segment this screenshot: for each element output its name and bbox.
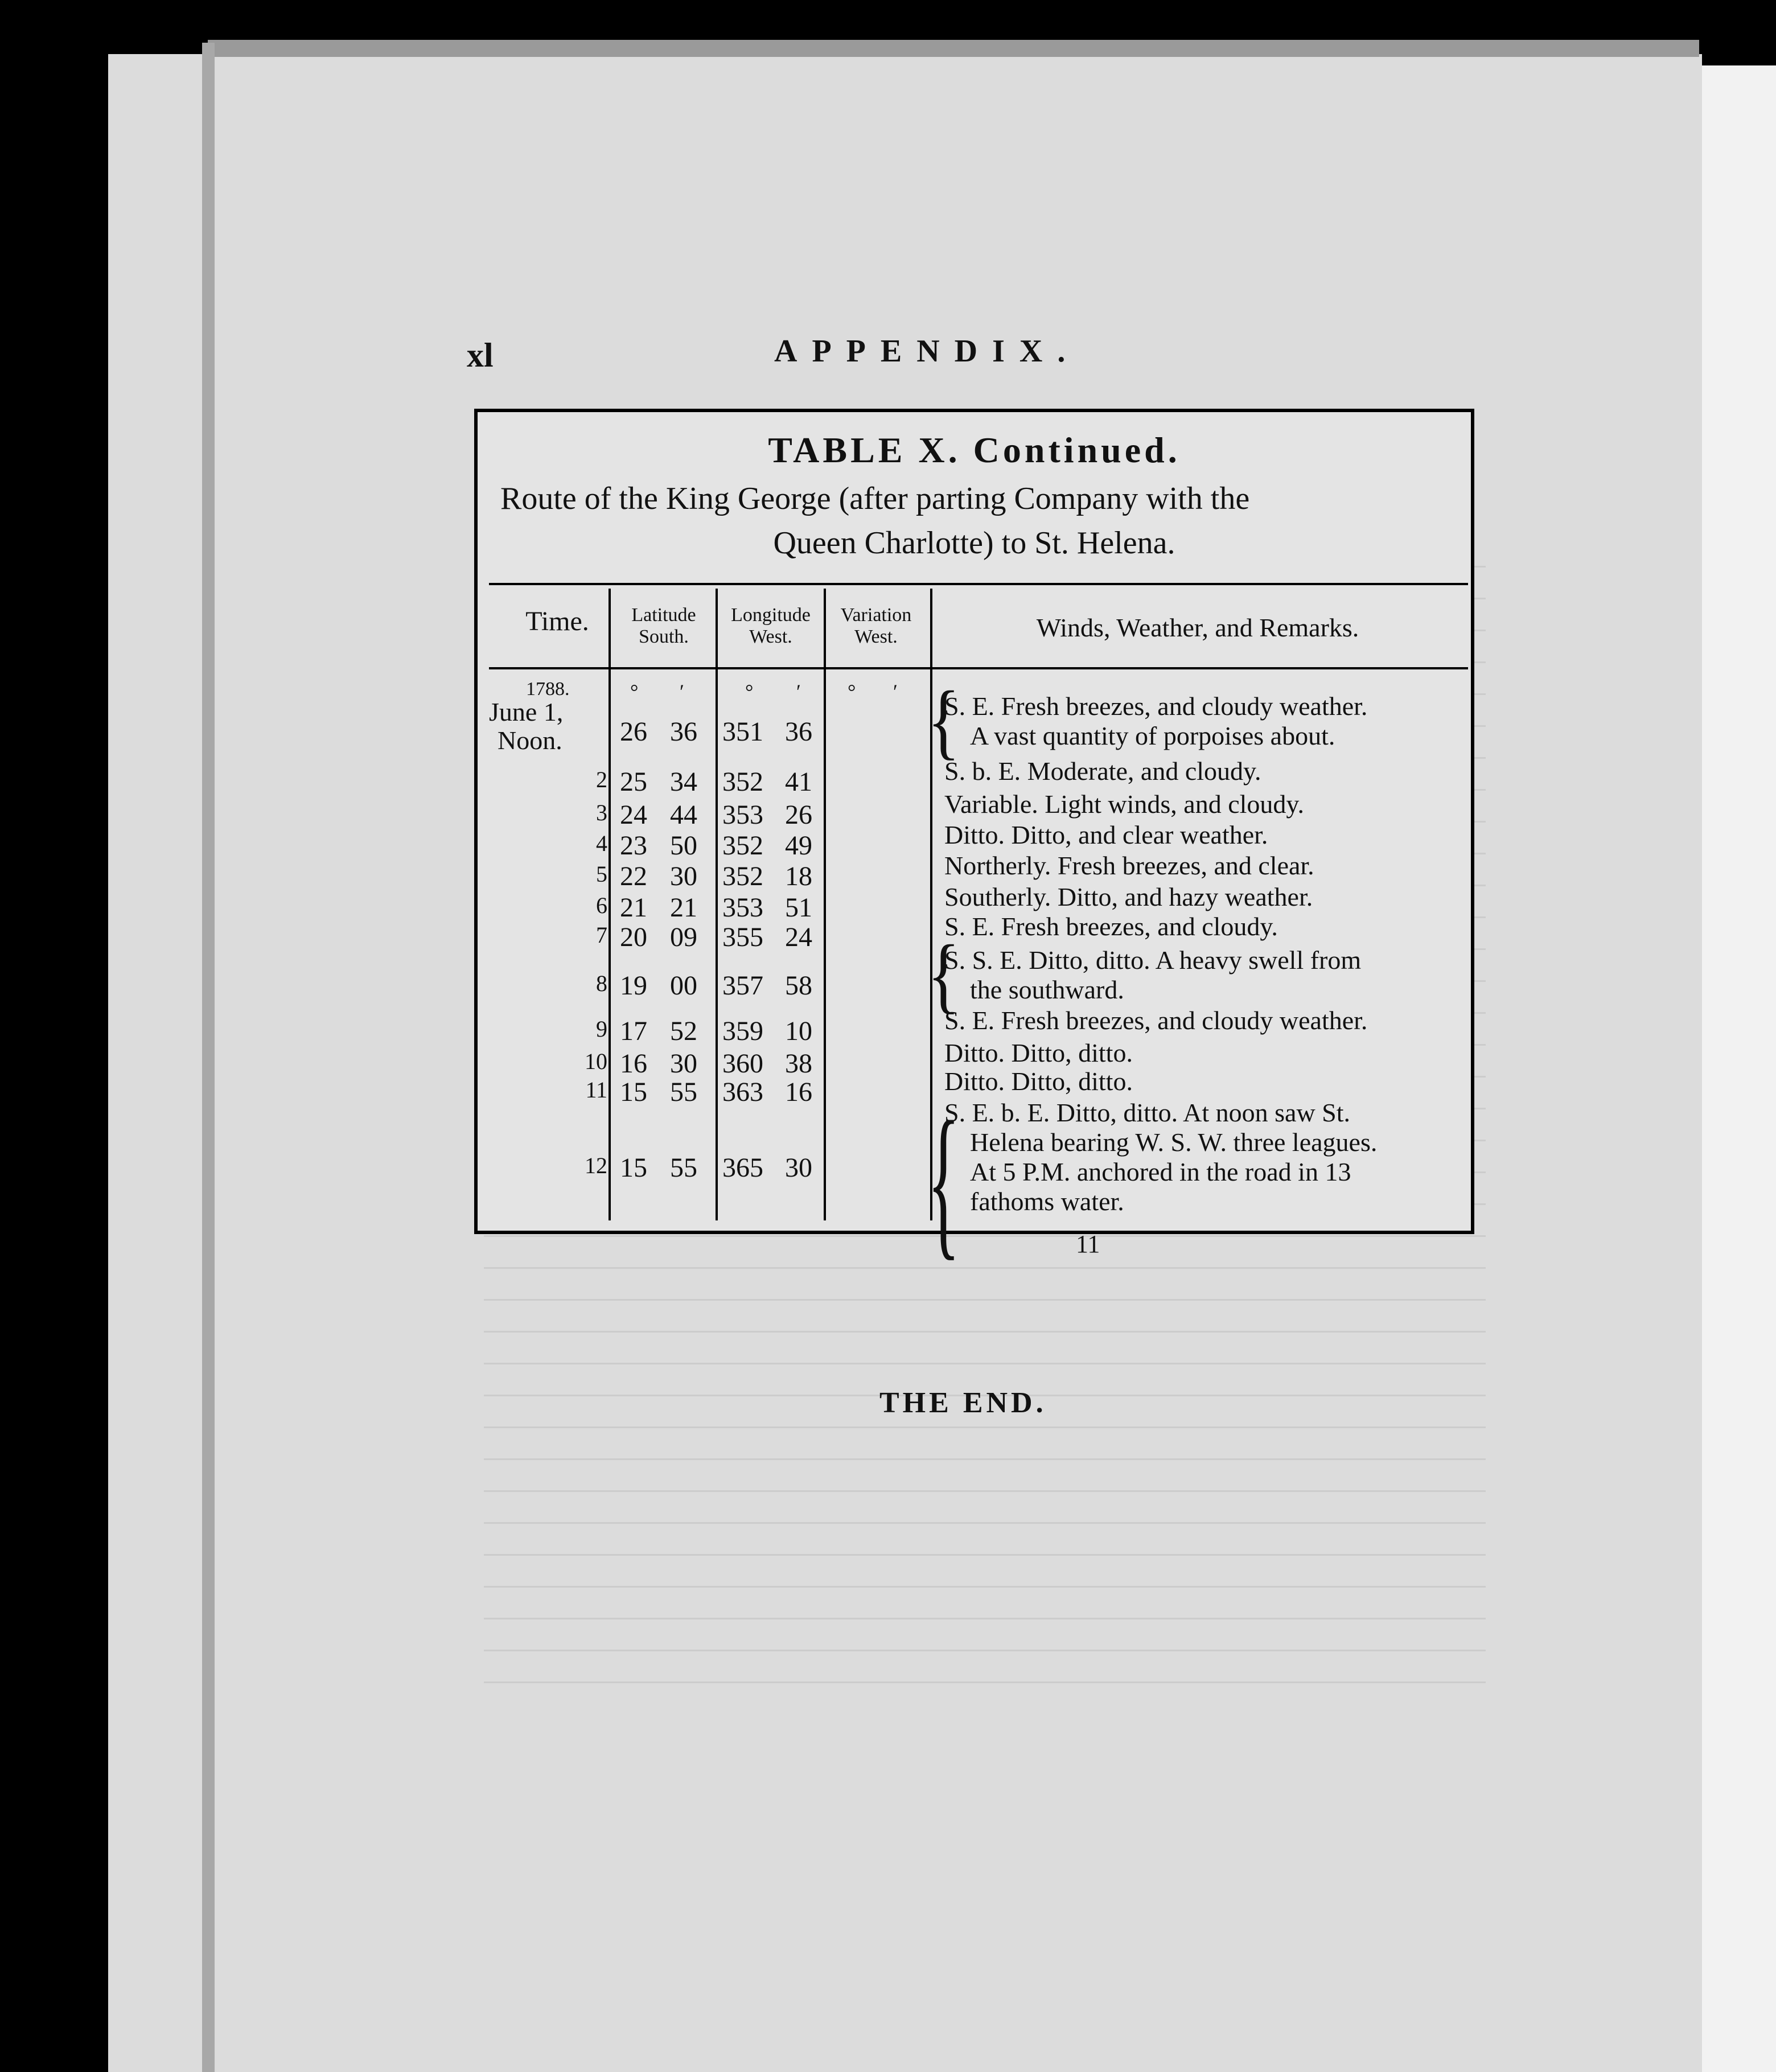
- latitude-degrees: 17: [620, 1016, 647, 1046]
- latitude-minutes: 55: [670, 1153, 697, 1183]
- remark-line: Ditto. Ditto, and clear weather.: [944, 820, 1268, 849]
- table-subtitle-line2: Queen Charlotte) to St. Helena.: [773, 525, 1175, 561]
- remark-line: Ditto. Ditto, ditto.: [944, 1067, 1133, 1096]
- minute-mark: ′: [893, 680, 898, 703]
- longitude-degrees: 363: [722, 1077, 763, 1107]
- longitude-minutes: 24: [785, 922, 812, 952]
- page-gutter: [202, 43, 215, 2072]
- table-body: [478, 412, 1471, 1275]
- remark-line: S. E. Fresh breezes, and cloudy weather.: [944, 692, 1368, 721]
- signature-mark: 11: [1076, 1230, 1100, 1258]
- longitude-degrees: 352: [722, 767, 763, 797]
- longitude-degrees: 351: [722, 717, 763, 747]
- latitude-minutes: 30: [670, 1049, 697, 1079]
- latitude-minutes: 50: [670, 831, 697, 861]
- longitude-degrees: 365: [722, 1153, 763, 1183]
- variation-header-line1: Variation: [840, 605, 912, 626]
- remark-line: S. S. E. Ditto, ditto. A heavy swell from: [944, 945, 1362, 975]
- route-table: [474, 409, 1474, 1275]
- row-time: 7: [596, 922, 607, 948]
- latitude-degrees: 19: [620, 971, 647, 1001]
- closing-text: THE END.: [879, 1387, 1047, 1419]
- remark-brace: {: [927, 673, 960, 768]
- longitude-degrees: 352: [722, 831, 763, 861]
- latitude-degrees: 21: [620, 893, 647, 923]
- latitude-header-line2: South.: [639, 626, 689, 647]
- remark-line: Southerly. Ditto, and hazy weather.: [944, 882, 1313, 911]
- page-top-edge: [208, 40, 1699, 57]
- row-time: Noon.: [498, 726, 562, 755]
- remark-line: At 5 P.M. anchored in the road in 13: [970, 1157, 1351, 1186]
- column-header-remarks: Winds, Weather, and Remarks.: [1036, 613, 1359, 642]
- remark-line: Helena bearing W. S. W. three leagues.: [970, 1128, 1378, 1157]
- latitude-degrees: 15: [620, 1153, 647, 1183]
- latitude-minutes: 36: [670, 717, 697, 747]
- remark-line: S. E. b. E. Ditto, ditto. At noon saw St.: [944, 1098, 1351, 1127]
- year-label: 1788.: [526, 679, 570, 700]
- degree-mark: °: [630, 680, 639, 703]
- longitude-degrees: 352: [722, 861, 763, 891]
- remark-brace: {: [927, 1086, 960, 1275]
- minute-mark: ′: [796, 680, 801, 703]
- running-head: APPENDIX.: [774, 334, 1080, 369]
- longitude-degrees: 359: [722, 1016, 763, 1046]
- latitude-minutes: 34: [670, 767, 697, 797]
- remark-line: A vast quantity of porpoises about.: [970, 721, 1335, 750]
- latitude-degrees: 26: [620, 717, 647, 747]
- latitude-minutes: 52: [670, 1016, 697, 1046]
- longitude-minutes: 10: [785, 1016, 812, 1046]
- longitude-minutes: 16: [785, 1077, 812, 1107]
- latitude-minutes: 21: [670, 893, 697, 923]
- minute-mark: ′: [680, 680, 684, 703]
- latitude-degrees: 22: [620, 861, 647, 891]
- latitude-degrees: 20: [620, 922, 647, 952]
- longitude-minutes: 18: [785, 861, 812, 891]
- longitude-minutes: 49: [785, 831, 812, 861]
- remark-line: fathoms water.: [970, 1187, 1124, 1216]
- table-title: TABLE X. Continued.: [768, 430, 1181, 470]
- row-time: 6: [596, 893, 607, 918]
- longitude-minutes: 36: [785, 717, 812, 747]
- variation-header-line2: West.: [854, 626, 898, 647]
- degree-mark: °: [745, 680, 754, 703]
- longitude-minutes: 51: [785, 893, 812, 923]
- remark-line: S. E. Fresh breezes, and cloudy weather.: [944, 1006, 1368, 1035]
- row-time: 5: [596, 861, 607, 887]
- latitude-degrees: 15: [620, 1077, 647, 1107]
- remark-line: S. E. Fresh breezes, and cloudy.: [944, 912, 1278, 941]
- longitude-minutes: 26: [785, 800, 812, 830]
- remark-line: S. b. E. Moderate, and cloudy.: [944, 757, 1261, 786]
- facing-page-edge: [1702, 65, 1776, 2072]
- latitude-minutes: 55: [670, 1077, 697, 1107]
- row-time: 2: [596, 767, 607, 792]
- row-time: 12: [585, 1153, 607, 1178]
- degree-mark: °: [848, 680, 856, 703]
- latitude-minutes: 30: [670, 861, 697, 891]
- longitude-minutes: 41: [785, 767, 812, 797]
- table-subtitle-line1: Route of the King George (after parting Company with the: [500, 481, 1250, 516]
- latitude-minutes: 09: [670, 922, 697, 952]
- column-header-time: Time.: [525, 606, 589, 636]
- longitude-degrees: 357: [722, 971, 763, 1001]
- latitude-degrees: 24: [620, 800, 647, 830]
- row-date: June 1,: [489, 697, 564, 726]
- longitude-header-line2: West.: [749, 626, 792, 647]
- latitude-header-line1: Latitude: [631, 605, 696, 626]
- remark-line: the southward.: [970, 975, 1124, 1004]
- latitude-degrees: 25: [620, 767, 647, 797]
- latitude-degrees: 16: [620, 1049, 647, 1079]
- row-time: 11: [585, 1077, 607, 1103]
- row-time: 8: [596, 971, 607, 996]
- latitude-minutes: 44: [670, 800, 697, 830]
- page-number: xl: [467, 336, 494, 374]
- longitude-degrees: 360: [722, 1049, 763, 1079]
- longitude-minutes: 58: [785, 971, 812, 1001]
- remark-line: Northerly. Fresh breezes, and clear.: [944, 851, 1314, 880]
- latitude-minutes: 00: [670, 971, 697, 1001]
- longitude-degrees: 353: [722, 800, 763, 830]
- latitude-degrees: 23: [620, 831, 647, 861]
- longitude-minutes: 38: [785, 1049, 812, 1079]
- row-time: 4: [596, 831, 607, 856]
- longitude-degrees: 353: [722, 893, 763, 923]
- longitude-minutes: 30: [785, 1153, 812, 1183]
- row-time: 9: [596, 1016, 607, 1042]
- row-time: 3: [596, 800, 607, 825]
- remark-line: Ditto. Ditto, ditto.: [944, 1038, 1133, 1067]
- longitude-header-line1: Longitude: [731, 605, 811, 626]
- remark-brace: {: [927, 927, 960, 1022]
- row-time: 10: [585, 1049, 607, 1074]
- remark-line: Variable. Light winds, and cloudy.: [944, 790, 1304, 819]
- longitude-degrees: 355: [722, 922, 763, 952]
